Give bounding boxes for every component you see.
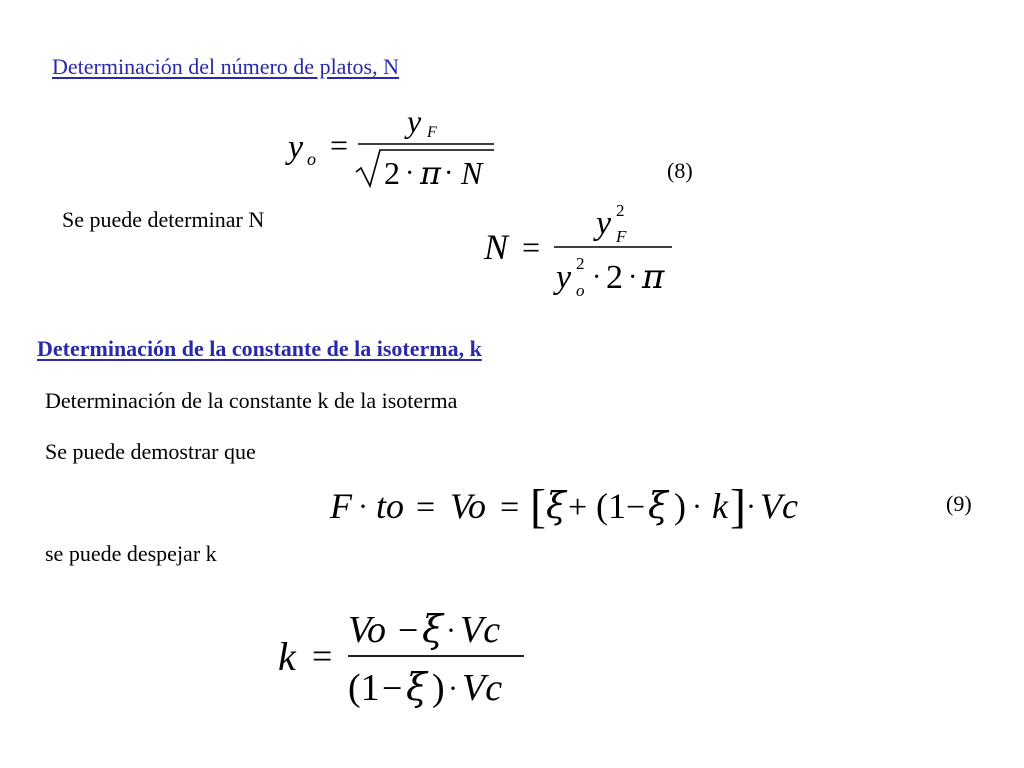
eqk-num-dot: · bbox=[446, 614, 456, 647]
eqk-den-open: (1 bbox=[348, 667, 380, 709]
eq9-to: to bbox=[376, 486, 405, 526]
eqn-den-2: 2 bbox=[606, 259, 623, 296]
eqk-den-dot: · bbox=[448, 672, 458, 705]
equation-k bbox=[278, 600, 538, 716]
eq9-minus: − bbox=[626, 489, 646, 526]
eqn-num-sup: 2 bbox=[616, 201, 625, 220]
eqk-den-close: ) bbox=[432, 667, 445, 709]
text-determination-k: Determinación de la constante k de la isoterma bbox=[45, 388, 458, 413]
equation-n bbox=[484, 196, 684, 304]
eqn-den-dot2: · bbox=[628, 262, 638, 293]
eq9-paren-open: (1 bbox=[596, 486, 626, 526]
eqk-num-Vo: Vo bbox=[348, 609, 386, 651]
eq9-left-bracket: [ bbox=[530, 480, 546, 533]
eq9-xi2: ξ bbox=[648, 486, 668, 527]
eqk-num-Vc: Vc bbox=[460, 609, 501, 651]
equation-number-8: (8) bbox=[667, 158, 693, 183]
eq9-plus: + bbox=[568, 489, 588, 526]
eq8-den-dot2: · bbox=[444, 158, 454, 189]
equation-9-graphic bbox=[326, 472, 826, 534]
equation-8-graphic bbox=[282, 104, 512, 194]
eqk-num-xi: ξ bbox=[422, 607, 443, 651]
eq9-right-bracket: ] bbox=[730, 480, 746, 533]
eqn-equals: = bbox=[522, 229, 541, 265]
text-solve-k: se puede despejar k bbox=[45, 541, 217, 566]
eq9-Vo: Vo bbox=[450, 486, 486, 526]
equation-9 bbox=[326, 472, 826, 534]
eqk-equals: = bbox=[312, 636, 333, 676]
eq9-equals2: = bbox=[500, 489, 520, 526]
eqk-lhs: k bbox=[278, 634, 296, 679]
eqn-num-var: y bbox=[596, 205, 612, 242]
eq8-num-var: y bbox=[407, 103, 422, 139]
eqn-den-dot: · bbox=[592, 262, 602, 293]
equation-n-graphic bbox=[484, 196, 684, 304]
text-can-determine-n: Se puede determinar N bbox=[62, 207, 265, 232]
eq8-lhs-var: y bbox=[288, 129, 304, 166]
equation-k-graphic bbox=[278, 600, 538, 716]
eq8-den-N: N bbox=[461, 155, 483, 191]
eq8-den-dot1: · bbox=[405, 158, 415, 189]
eq8-num-sub: F bbox=[427, 124, 437, 141]
eqk-den-Vc: Vc bbox=[462, 667, 503, 709]
eq8-den-pi: π bbox=[420, 154, 442, 192]
heading-isotherm-constant: Determinación de la constante de la isoterma, k bbox=[37, 336, 482, 361]
text-can-demonstrate: Se puede demostrar que bbox=[45, 439, 256, 464]
eq8-den-2: 2 bbox=[384, 155, 400, 191]
eqk-num-minus: − bbox=[398, 610, 419, 650]
eq8-equals: = bbox=[330, 127, 349, 163]
eqn-lhs: N bbox=[484, 227, 509, 267]
eqn-den-pi: π bbox=[642, 257, 665, 297]
eqn-den-sub: o bbox=[576, 281, 585, 300]
eqn-den-var: y bbox=[556, 259, 572, 296]
eqk-den-xi: ξ bbox=[406, 665, 427, 709]
equation-8 bbox=[282, 104, 512, 194]
eq9-equals1: = bbox=[416, 489, 436, 526]
eq9-paren-close: ) bbox=[674, 486, 686, 526]
eq9-dot3: · bbox=[746, 490, 756, 523]
eqn-den-sup: 2 bbox=[576, 254, 585, 273]
equation-number-9: (9) bbox=[946, 491, 972, 516]
heading-number-of-plates: Determinación del número de platos, N bbox=[52, 54, 400, 79]
eq9-dot2: · bbox=[692, 490, 702, 523]
eq9-xi1: ξ bbox=[546, 486, 566, 527]
eqk-den-minus: − bbox=[382, 668, 403, 708]
eq9-dot1: · bbox=[358, 490, 368, 523]
eq9-Vc: Vc bbox=[760, 486, 798, 526]
eq9-F: F bbox=[330, 486, 352, 526]
eq8-lhs-sub: o bbox=[307, 149, 316, 169]
eq9-k: k bbox=[712, 486, 728, 526]
eqn-num-sub: F bbox=[616, 227, 627, 246]
